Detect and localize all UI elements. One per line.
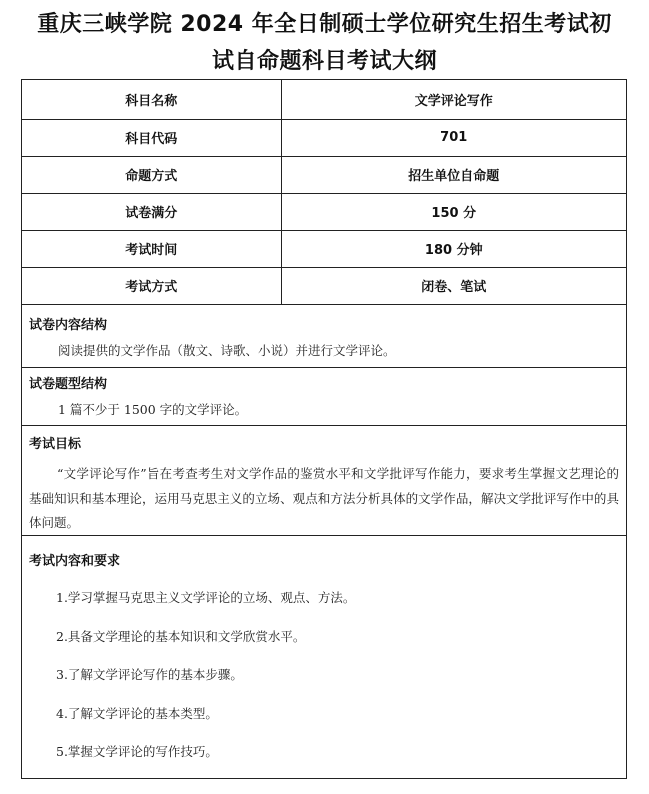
subject-code-value: 701: [281, 119, 626, 156]
table-row: [22, 119, 626, 156]
content-requirements-heading: 考试内容和要求: [29, 554, 121, 569]
exam-goals-section: [22, 426, 626, 536]
list-item: 1.学习掌握马克思主义文学评论的立场、观点、方法。: [56, 590, 356, 605]
question-types-heading: 试卷题型结构: [29, 377, 108, 392]
question-types-section: [22, 368, 626, 426]
question-types-text: 1 篇不少于 1500 字的文学评论。: [58, 402, 248, 417]
list-item: 4.了解文学评论的基本类型。: [56, 705, 218, 721]
table-row: [22, 80, 626, 119]
subject-info-table: [22, 80, 626, 305]
subject-name-label: 科目名称: [22, 80, 281, 119]
full-score-label: 试卷满分: [22, 193, 281, 230]
paper-structure-heading: 试卷内容结构: [29, 318, 108, 333]
list-item: 5.掌握文学评论的写作技巧。: [56, 744, 218, 759]
table-row: [22, 230, 626, 267]
table-row: [22, 193, 626, 230]
requirements-list: [56, 589, 355, 782]
table-row: [22, 156, 626, 193]
exam-format-label: 考试方式: [22, 267, 281, 304]
document-title-line-2: 试自命题科目考试大纲: [211, 49, 437, 74]
paper-structure-text: 阅读提供的文学作品（散文、诗歌、小说）并进行文学评论。: [58, 343, 396, 358]
document-title-line-1: 重庆三峡学院 2024 年全日制硕士学位研究生招生考试初: [37, 12, 612, 37]
exam-duration-label: 考试时间: [22, 230, 281, 267]
paper-structure-section: [22, 309, 626, 368]
question-method-value: 招生单位自命题: [281, 156, 626, 193]
question-method-label: 命题方式: [22, 156, 281, 193]
exam-goals-text: “文学评论写作”旨在考查考生对文学作品的鉴赏水平和文学批评写作能力，要求考生掌握文艺理论的基础知识和基本理论，运用马克思主义的立场、观点和方法分析具体的文学作品，解决文学批评写作中的具体问题。: [29, 466, 619, 530]
table-row: [22, 267, 626, 304]
syllabus-frame: [21, 79, 627, 779]
content-requirements-section: [22, 536, 626, 780]
exam-format-value: 闭卷、笔试: [281, 267, 626, 304]
list-item: 3.了解文学评论写作的基本步骤。: [56, 667, 243, 682]
exam-goals-heading: 考试目标: [29, 437, 82, 452]
subject-code-label: 科目代码: [22, 119, 281, 156]
exam-duration-value: 180 分钟: [281, 230, 626, 267]
list-item: 2.具备文学理论的基本知识和文学欣赏水平。: [56, 628, 306, 644]
full-score-value: 150 分: [281, 193, 626, 230]
subject-name-value: 文学评论写作: [281, 80, 626, 119]
